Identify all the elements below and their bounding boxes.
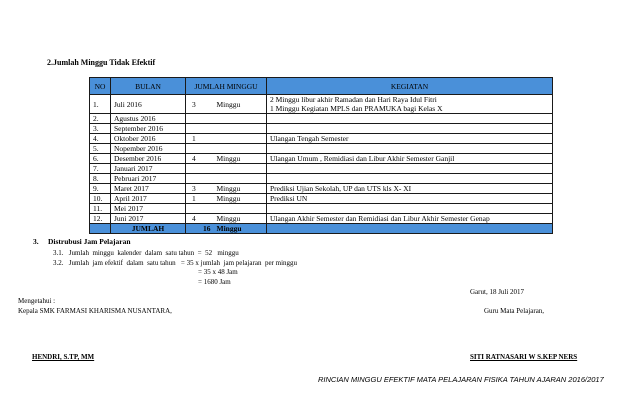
table-row (90, 174, 553, 184)
row-unit (214, 144, 267, 154)
row-bulan: September 2016 (111, 124, 186, 134)
row-unit: Minggu (214, 184, 267, 194)
total-value: 16 (186, 224, 214, 234)
row-bulan: Desember 2016 (111, 154, 186, 164)
kegiatan-line: Ulangan Akhir Semester dan Remidiasi dan Libur Akhir Semester Genap (270, 214, 490, 223)
row-kegiatan (267, 174, 553, 184)
row-bulan: Oktober 2016 (111, 134, 186, 144)
row-bulan: Nopember 2016 (111, 144, 186, 154)
distribusi-eq-1: = 35 x 48 Jam (198, 268, 238, 276)
row-kegiatan (267, 194, 553, 204)
table-row (90, 124, 553, 134)
distribusi-title: Distrubusi Jam Pelajaran (48, 237, 131, 246)
table-row (90, 184, 553, 194)
row-bulan: April 2017 (111, 194, 186, 204)
row-kegiatan (267, 154, 553, 164)
table-row (90, 154, 553, 164)
section-title: 2.Jumlah Minggu Tidak Efektif (47, 58, 156, 67)
row-bulan: Januari 2017 (111, 164, 186, 174)
row-bulan: Pebruari 2017 (111, 174, 186, 184)
row-jumlah: 1 (186, 134, 214, 144)
distribusi-equations (198, 268, 238, 287)
row-kegiatan (267, 184, 553, 194)
row-jumlah (186, 144, 214, 154)
minggu-tidak-efektif-table (89, 77, 553, 234)
total-kegiatan-cell (267, 224, 553, 234)
row-unit (214, 134, 267, 144)
row-jumlah (186, 204, 214, 214)
mengetahui-label: Mengetahui : (18, 297, 56, 305)
row-no: 7. (90, 164, 111, 174)
header-kegiatan: KEGIATAN (267, 78, 553, 95)
row-no: 4. (90, 134, 111, 144)
total-unit: Minggu (214, 224, 267, 234)
header-bulan: BULAN (111, 78, 186, 95)
row-jumlah: 1 (186, 194, 214, 204)
row-bulan: Agustus 2016 (111, 114, 186, 124)
table-row (90, 114, 553, 124)
signer-right: SITI RATNASARI W S.KEP NERS (470, 353, 578, 361)
row-no: 5. (90, 144, 111, 154)
kegiatan-line: Prediksi Ujian Sekolah, UP dan UTS kls X- XI (270, 184, 412, 193)
total-label: JUMLAH (111, 224, 186, 234)
signer-left: HENDRI, S.TP, MM (32, 353, 95, 361)
row-kegiatan (267, 124, 553, 134)
row-unit (214, 124, 267, 134)
kegiatan-line: 1 Minggu Kegiatan MPLS dan PRAMUKA bagi Kelas X (270, 104, 443, 113)
table-header-row (90, 78, 553, 95)
header-no: NO (90, 78, 111, 95)
row-no: 9. (90, 184, 111, 194)
row-jumlah (186, 124, 214, 134)
row-no: 3. (90, 124, 111, 134)
table-row (90, 194, 553, 204)
row-kegiatan (267, 114, 553, 124)
table-row (90, 134, 553, 144)
kegiatan-line: Prediksi UN (270, 194, 308, 203)
row-no: 8. (90, 174, 111, 184)
row-unit: Minggu (214, 95, 267, 114)
kegiatan-line: 2 Minggu libur akhir Ramadan dan Hari Raya Idul Fitri (270, 95, 437, 104)
row-jumlah (186, 164, 214, 174)
table-row (90, 204, 553, 214)
distribusi-heading (33, 237, 131, 246)
row-kegiatan (267, 95, 553, 114)
table-row (90, 164, 553, 174)
row-jumlah (186, 174, 214, 184)
row-unit (214, 114, 267, 124)
row-kegiatan (267, 204, 553, 214)
distribusi-lines (53, 249, 297, 268)
row-no: 10. (90, 194, 111, 204)
row-kegiatan (267, 214, 553, 224)
row-no: 2. (90, 114, 111, 124)
kegiatan-line: Ulangan Tengah Semester (270, 134, 349, 143)
guru-label: Guru Mata Pelajaran, (484, 307, 545, 315)
row-jumlah: 3 (186, 95, 214, 114)
row-no: 1. (90, 95, 111, 114)
row-no: 12. (90, 214, 111, 224)
table-row (90, 214, 553, 224)
table-row (90, 95, 553, 114)
distribusi-line-1: 3.1. Jumlah minggu kalender dalam satu tahun = 52 minggu (53, 249, 239, 257)
row-jumlah: 4 (186, 154, 214, 164)
document-footer: RINCIAN MINGGU EFEKTIF MATA PELAJARAN FISIKA TAHUN AJARAN 2016/2017 (318, 375, 604, 384)
row-no: 11. (90, 204, 111, 214)
table-row (90, 144, 553, 154)
row-bulan: Maret 2017 (111, 184, 186, 194)
row-unit (214, 174, 267, 184)
row-bulan: Mei 2017 (111, 204, 186, 214)
row-unit: Minggu (214, 194, 267, 204)
row-bulan: Juli 2016 (111, 95, 186, 114)
kepala-sekolah-label: Kepala SMK FARMASI KHARISMA NUSANTARA, (18, 307, 172, 315)
distribusi-eq-2: = 1680 Jam (198, 277, 231, 286)
row-jumlah (186, 114, 214, 124)
row-unit: Minggu (214, 154, 267, 164)
row-kegiatan (267, 164, 553, 174)
total-row (90, 224, 553, 234)
distribusi-number: 3. (33, 237, 39, 246)
row-jumlah: 3 (186, 184, 214, 194)
kegiatan-line: Ulangan Umum , Remidiasi dan Libur Akhir Semester Ganjil (270, 154, 455, 163)
total-no-cell (90, 224, 111, 234)
distribusi-line-2: 3.2. Jumlah jam efektif dalam satu tahun = 35 x jumlah jam pelajaran per minggu (53, 258, 298, 267)
row-bulan: Juni 2017 (111, 214, 186, 224)
row-unit: Minggu (214, 214, 267, 224)
row-unit (214, 204, 267, 214)
row-kegiatan (267, 144, 553, 154)
row-jumlah: 4 (186, 214, 214, 224)
row-kegiatan (267, 134, 553, 144)
place-date: Garut, 18 Juli 2017 (470, 288, 525, 296)
row-no: 6. (90, 154, 111, 164)
row-unit (214, 164, 267, 174)
header-jumlah-minggu: JUMLAH MINGGU (186, 78, 267, 95)
